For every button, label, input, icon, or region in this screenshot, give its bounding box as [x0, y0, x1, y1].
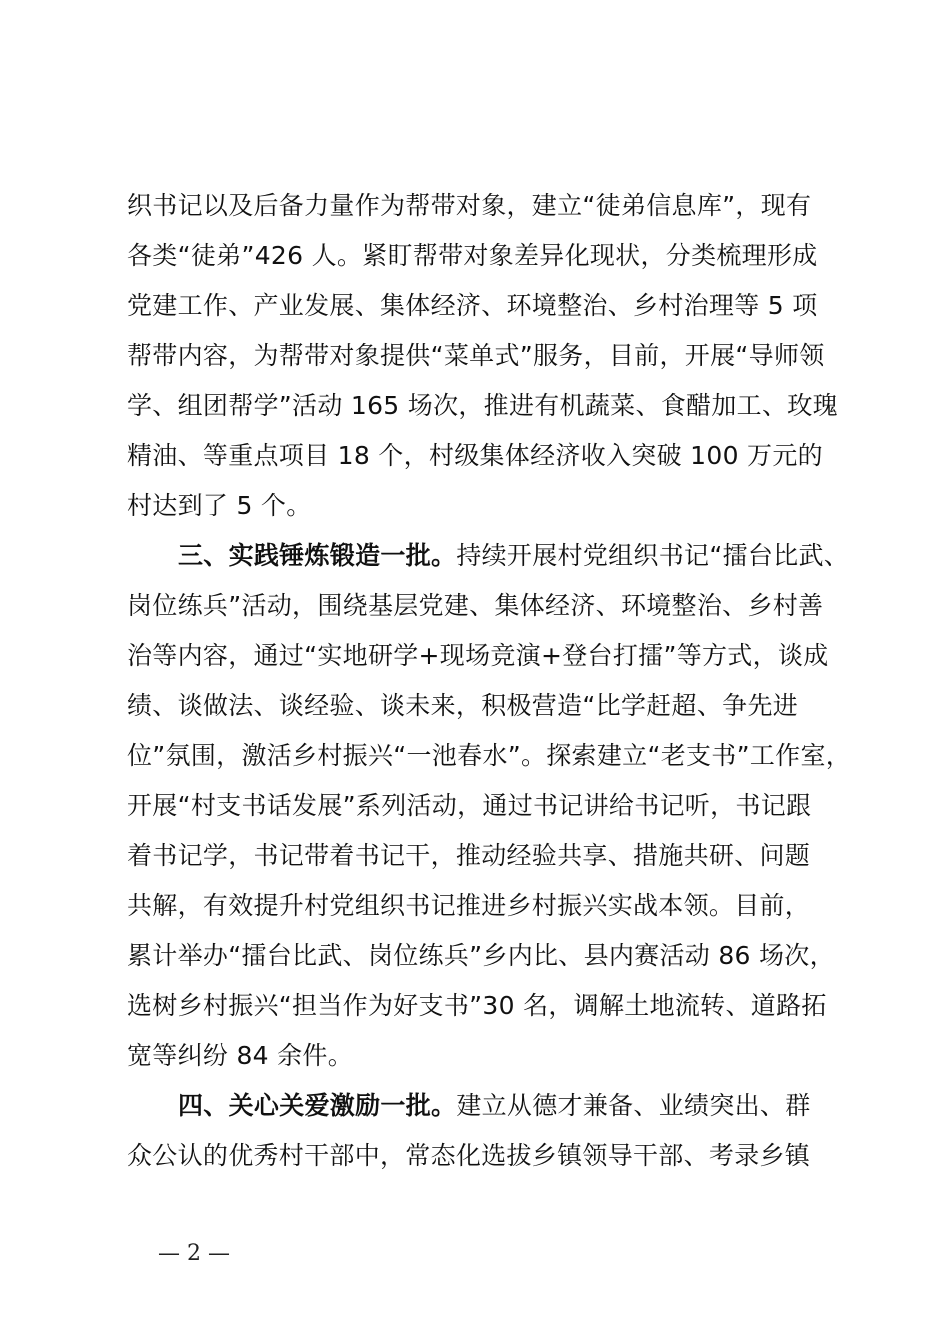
page-number: — 2 — [158, 1241, 230, 1266]
paragraph-first-line [178, 1084, 848, 1128]
paragraph-first-line [178, 534, 848, 578]
paragraph-line: 累计举办“擂台比武、岗位练兵”乡内比、县内赛活动 86 场次， [127, 941, 835, 970]
paragraph-line: 众公认的优秀村干部中，常态化选拔乡镇领导干部、考录乡镇 [127, 1141, 811, 1170]
paragraph-line: 绩、谈做法、谈经验、谈未来，积极营造“比学赶超、争先进 [127, 691, 799, 720]
paragraph-line: 宽等纠纷 84 余件。 [127, 1041, 354, 1070]
paragraph-line: 着书记学，书记带着书记干，推动经验共享、措施共研、问题 [127, 841, 811, 870]
paragraph-line: 党建工作、产业发展、集体经济、环境整治、乡村治理等 5 项 [127, 291, 818, 320]
paragraph-line: 开展“村支书话发展”系列活动，通过书记讲给书记听，书记跟 [127, 791, 812, 820]
paragraph-line: 村达到了 5 个。 [127, 491, 312, 520]
paragraph-line: 岗位练兵”活动，围绕基层党建、集体经济、环境整治、乡村善 [127, 591, 824, 620]
paragraph-line: 织书记以及后备力量作为帮带对象，建立“徒弟信息库”，现有 [127, 191, 812, 220]
section-heading: 四、关心关爱激励一批。 [178, 1091, 457, 1120]
paragraph-line: 帮带内容，为帮带对象提供“菜单式”服务，目前，开展“导师领 [127, 341, 825, 370]
paragraph-text: 建立从德才兼备、业绩突出、群 [456, 1091, 811, 1120]
paragraph-line: 学、组团帮学”活动 165 场次，推进有机蔬菜、食醋加工、玫瑰 [127, 391, 838, 420]
paragraph-line: 精油、等重点项目 18 个，村级集体经济收入突破 100 万元的 [127, 441, 823, 470]
paragraph-line: 治等内容，通过“实地研学+现场竞演+登台打擂”等方式，谈成 [127, 641, 829, 670]
paragraph-line: 各类“徒弟”426 人。紧盯帮带对象差异化现状，分类梳理形成 [127, 241, 818, 270]
paragraph-line: 共解，有效提升村党组织书记推进乡村振兴实战本领。目前， [127, 891, 811, 920]
paragraph-line: 位”氛围，激活乡村振兴“一池春水”。探索建立“老支书”工作室， [127, 741, 852, 770]
section-heading: 三、实践锤炼锻造一批。 [178, 541, 457, 570]
paragraph-text: 持续开展村党组织书记“擂台比武、 [456, 541, 850, 570]
paragraph-line: 选树乡村振兴“担当作为好支书”30 名，调解土地流转、道路拓 [127, 991, 827, 1020]
